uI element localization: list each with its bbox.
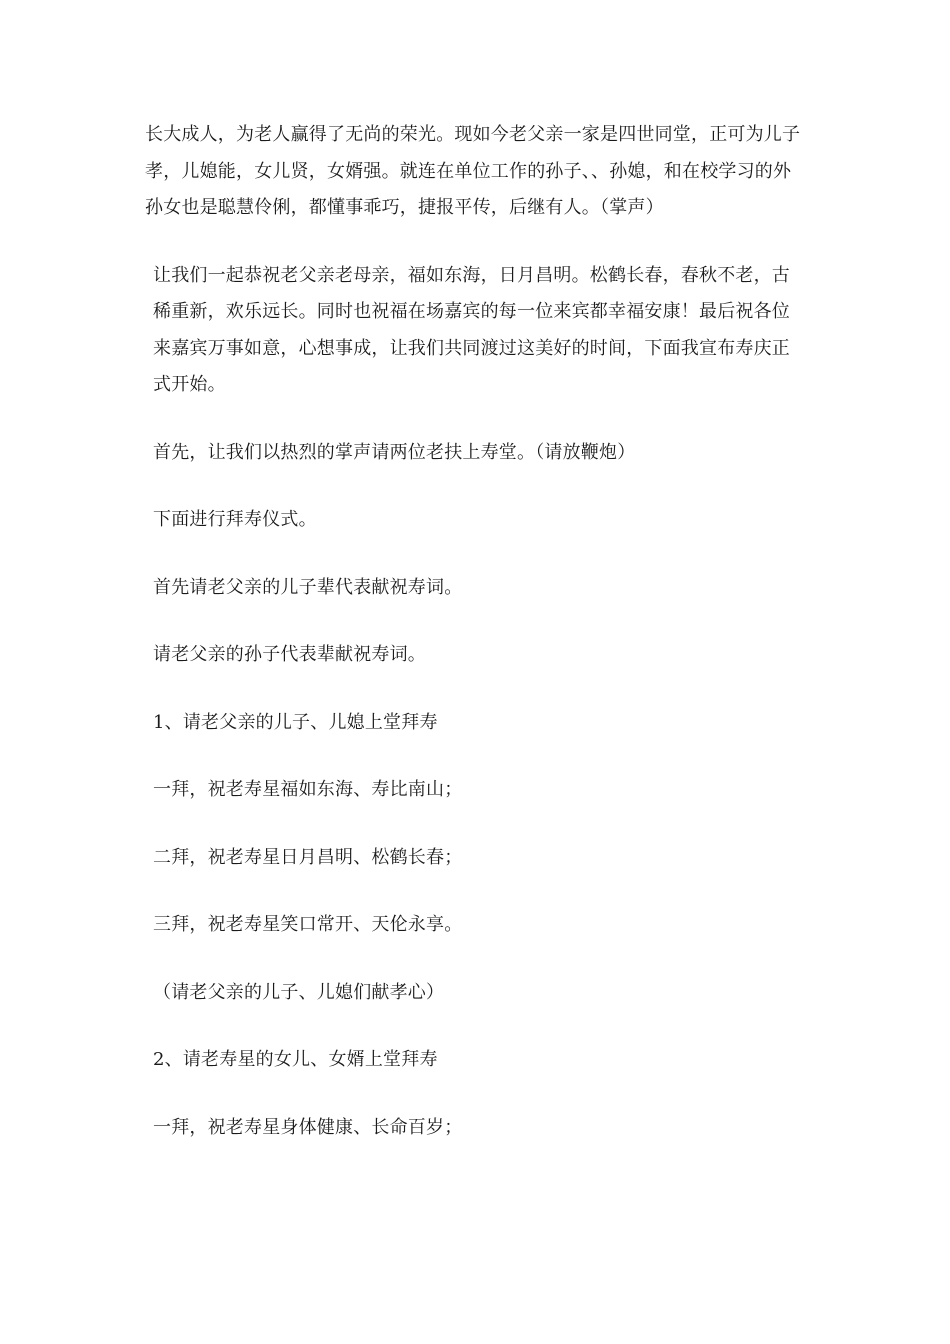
paragraph-step-1: 1、请老父亲的儿子、儿媳上堂拜寿 (153, 711, 438, 733)
paragraph-gap (145, 1011, 805, 1042)
paragraph-gap (145, 227, 805, 258)
paragraph-filial-gift: （请老父亲的儿子、儿媳们献孝心） (153, 981, 445, 1003)
paragraph-gap (145, 809, 805, 840)
paragraph-blessing: 让我们一起恭祝老父亲老母亲，福如东海，日月昌明。松鹤长春，春秋不老，古稀重新，欢乐远长。同时也祝福在场嘉宾的每一位来宾都幸福安康！最后祝各位来嘉宾万事如意，心想事成，让我们共同渡过这美好的时间，下面我宣布寿庆正式开始。 (153, 264, 790, 395)
paragraph-gap (145, 471, 805, 502)
paragraph-gap (145, 1079, 805, 1110)
paragraph-gap (145, 539, 805, 570)
paragraph-step-2: 2、请老寿星的女儿、女婿上堂拜寿 (153, 1049, 438, 1070)
paragraph-ceremony: 下面进行拜寿仪式。 (153, 509, 317, 530)
paragraph-grandson-speech: 请老父亲的孙子代表辈献祝寿词。 (153, 644, 426, 665)
paragraph-gap (145, 606, 805, 637)
paragraph-bow-3: 三拜，祝老寿星笑口常开、天伦永享。 (153, 914, 463, 935)
paragraph-bow-2: 二拜，祝老寿星日月昌明、松鹤长春； (153, 846, 463, 868)
paragraph-bow-4: 一拜，祝老寿星身体健康、长命百岁； (153, 1116, 463, 1138)
paragraph-gap (145, 674, 805, 705)
document-body (145, 117, 805, 1146)
paragraph-gap (145, 741, 805, 772)
paragraph-gap (145, 876, 805, 907)
paragraph-opening: 首先，让我们以热烈的掌声请两位老扶上寿堂。（请放鞭炮） (153, 441, 636, 463)
paragraph-bow-1: 一拜，祝老寿星福如东海、寿比南山； (153, 779, 463, 800)
paragraph-gap (145, 404, 805, 435)
paragraph-gap (145, 944, 805, 975)
paragraph-son-speech: 首先请老父亲的儿子辈代表献祝寿词。 (153, 576, 463, 598)
paragraph-family-praise: 长大成人，为老人赢得了无尚的荣光。现如今老父亲一家是四世同堂，正可为儿子孝，儿媳能，女儿贤，女婿强。就连在单位工作的孙子、、孙媳，和在校学习的外孙女也是聪慧伶俐，都懂事乖巧，捷报平传，后继有人。（掌声） (145, 124, 801, 218)
